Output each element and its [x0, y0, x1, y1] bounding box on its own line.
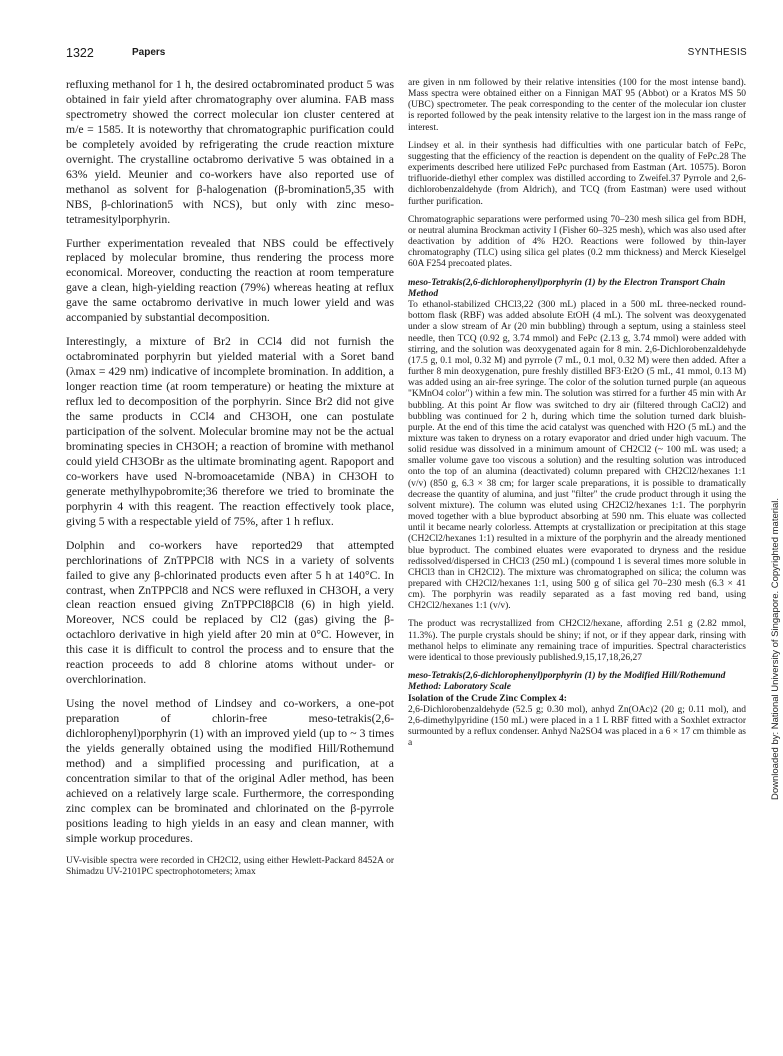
- procedure-heading: meso-Tetrakis(2,6-dichlorophenyl)porphyrin (1) by the Electron Transport Chain Method: [408, 277, 726, 299]
- page-header: [66, 46, 747, 64]
- procedure-subheading: Isolation of the Crude Zinc Complex 4:: [408, 693, 567, 704]
- experimental-paragraph: Chromatographic separations were performed using 70–230 mesh silica gel from BDH, or neutral alumina Brockman activity I (Fisher 60–325 mesh), which was also used after deactivation by addition of 4% H2O. Reactions were followed by thin-layer chromatography (TLC) using silica gel plates (0.2 mm thickness) and Merck Kieselgel 60A F254 precoated plates.: [408, 214, 746, 270]
- experimental-paragraph: UV-visible spectra were recorded in CH2Cl2, using either Hewlett-Packard 8452A or Shimadzu UV-2101PC spectrophotometers; λmax: [66, 855, 394, 878]
- procedure-heading: meso-Tetrakis(2,6-dichlorophenyl)porphyrin (1) by the Modified Hill/Rothemund Method: Laboratory Scale: [408, 671, 726, 693]
- body-paragraph: Interestingly, a mixture of Br2 in CCl4 did not furnish the octabrominated porphyrin but yielded material with a Soret band (λmax = 429 nm) indicative of incomplete bromination. In addition, a longer reaction time (at room temperature) or heating the mixture at reflux led to decomposition of the porphyrin. Since Br2 did not give the same products in CCl4 and CH3OH, one can postulate participation of the solvent. Molecular bromine may not be the actual brominating species in CH3OH; a reaction of bromine with methanol could yield CH3OBr as the ultimate brominating agent. Rapoport and co-workers have used N-bromoacetamide (NBA) in CH3OH to generate methylhypobromite;36 therefore we tried to brominate the porphyrin 4 with this reagent. The reaction effectively took place, giving 5 with a respectable yield of 75%, after 1 h reflux.: [66, 335, 394, 528]
- journal-name: SYNTHESIS: [687, 47, 747, 58]
- right-column: [408, 78, 746, 750]
- body-paragraph: Using the novel method of Lindsey and co-workers, a one-pot preparation of chlorin-free meso-tetrakis(2,6-dichlorophenyl)porphyrin (1) with an improved yield (up to ~ 3 times the yields generally obtained using the modified Hill/Rothemund method) and a simplified processing and purification, at a concentration similar to that of the original Adler method, has been achieved on a relatively large scale. Furthermore, the corresponding zinc complex can be brominated and chlorinated on the β-pyrrole positions leading to high yields in an easy and clean manner, with simple workup procedures.: [66, 697, 394, 845]
- procedure-paragraph: The product was recrystallized from CH2Cl2/hexane, affording 2.51 g (2.82 mmol, 11.3%). The purple crystals should be shiny; if not, or if they appear dark, rinsing with methanol helps to eliminate any remaining trace of impurities. Spectral characteristics were identical to those previously published.9,15,17,18,26,27: [408, 619, 746, 663]
- body-paragraph: refluxing methanol for 1 h, the desired octabrominated product 5 was obtained in fair yield after chromatography over alumina. FAB mass spectrometry showed the correct molecular ion cluster centered at m/e = 1585. It is noteworthy that chromatographic purification could be completely avoided by refrigerating the crude reaction mixture overnight. The crystalline octabromo derivative 5 was obtained in a 63% yield. Meunier and co-workers have also reported use of methanol as solvent for β-halogenation (β-bromination5,35 with NBS, β-chlorination5 with NCS), but only with zinc meso-tetramesitylporphyrin.: [66, 78, 394, 226]
- download-notice: Downloaded by: National University of Singapore. Copyrighted material.: [770, 497, 781, 800]
- experimental-paragraph: Lindsey et al. in their synthesis had difficulties with one particular batch of FePc, suggesting that the efficiency of the reaction is dependent on the quality of FePc.28 The experiments described here utilized FePc purchased from Eastman (Art. 10575). Boron trifluoride-diethyl ether complex was distilled according to Zweifel.37 Pyrrole and 2,6-dichlorobenzaldehyde (from Aldrich), and TCQ (from Eastman) were used without further purification.: [408, 140, 746, 207]
- procedure-paragraph: To ethanol-stabilized CHCl3,22 (300 mL) placed in a 500 mL three-necked round-bottom flask (RBF) was added absolute EtOH (4 mL). The solvent was deoxygenated under a slow stream of Ar (20 min bubbling) through a septum, using a stainless steel needle, then TCQ (0.92 g, 3.74 mmol) and FePc (2.13 g, 3.74 mmol) were added with stirring, and the solution was deoxygenated again for 8 min. 2,6-Dichlorobenzaldehyde (17.5 g, 0.1 mol, 0.32 M) and pyrrole (7 mL, 0.1 mol, 0.32 M) were then added. After a further 8 min deoxygenation, pure freshly distilled BF3·Et2O (5 mL, 41 mmol, 0.13 M) was added using an air-free syringe. The color of the solution turned purple (an aqueous "KMnO4 color") within a few min. The solution was stirred for a further 45 min with Ar bubbling. At this point Ar flow was switched to dry air (filtered through CaCl2) and bubbling was continued for 2 h, during which time the solution turned dark bluish-purple. At the end of this time the acid catalyst was quenched with H2O (5 mL) and the mixture was taken to dryness on a rotary evaporator and dried under high vacuum. The solid residue was dissolved in a minimum amount of CH2Cl2 (~ 100 mL was used; a smaller volume gave too viscous a solution) and the resulting solution was introduced onto the top of an alumina (deactivated) column prepared with CH2Cl2/hexanes 1:1 (v/v) (850 g, 6.3 × 38 cm; for larger scale preparations, it is possible to dramatically decrease the quantity of alumina, and just "filter" the crude product through it using the solvent mixture). The column was eluted using CH2Cl2/hexanes 1:1. The porphyrin moved together with a blue byproduct absorbing at 590 nm. This eluate was collected until it became nearly colorless. Attempts at crystallization or precipitation at this stage (CH2Cl2/hexanes 1:1) resulted in a mixture of the porphyrin and the already mentioned blue byproduct. The combined eluates were evaporated to dryness and the residue redissolved/dispersed in CHCl3 (250 mL) (compound 1 is several times more soluble in CHCl3 than in CH2Cl2). The mixture was chromatographed on silica; the column was prepared with CH2Cl2/hexanes 1:1, using 500 g of silica gel 70–230 mesh (6.3 × 41 cm). The porphyrin was readily separated as a fast moving red band, using CH2Cl2/hexanes 1:1 (v/v).: [408, 300, 746, 612]
- procedure-paragraph: 2,6-Dichlorobenzaldehyde (52.5 g; 0.30 mol), anhyd Zn(OAc)2 (20 g; 0.11 mol), and 2,6-dimethylpyridine (150 mL) were placed in a 1 L RBF fitted with a Soxhlet extractor surmounted by a reflux condenser. Anhyd Na2SO4 was placed in a 6 × 17 cm thimble as a: [408, 704, 746, 749]
- download-watermark: [770, 360, 780, 800]
- body-paragraph: Dolphin and co-workers have reported29 that attempted perchlorinations of ZnTPPCl8 with NCS in a variety of solvents failed to give any β-chlorinated products even after 5 h at 140°C. In contrast, when ZnTPPCl8 and NCS were refluxed in CH3OH, a very clean reaction ensued giving ZnTPPCl8βCl8 (6) in high yield. Moreover, NCS could be replaced by Cl2 (gas) giving the β-octachloro derivative in high yield after 20 min at 0°C. However, in this case it is difficult to control the process and to ensure that the reaction proceeds to add 8 chlorine atoms without under- or overchlorination.: [66, 538, 394, 687]
- experimental-paragraph: are given in nm followed by their relative intensities (100 for the most intense band). Mass spectra were obtained either on a Finnigan MAT 95 (Abbot) or a Kratos MS 50 (UBC) spectrometer. The peak corresponding to the center of the molecular ion cluster is reported followed by the peak intensity relative to the largest ion in the mass range of interest.: [408, 78, 746, 133]
- section-label: Papers: [132, 47, 166, 58]
- body-paragraph: Further experimentation revealed that NBS could be effectively replaced by molecular bromine, thus rendering the process more economical. Moreover, conducting the reaction at room temperature gave a clean, high-yielding reaction (79%) whereas heating at reflux gave the same octabromo derivative in much lower yield and was accompanied by substantial decomposition.: [66, 236, 394, 325]
- left-column: [66, 78, 394, 888]
- page-number: 1322: [66, 46, 94, 60]
